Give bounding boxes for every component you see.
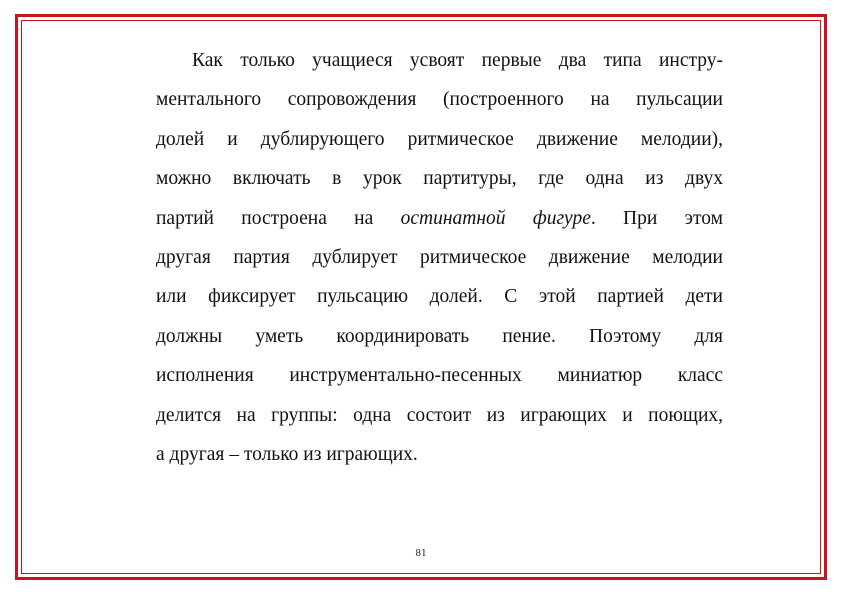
text-line: делится на группы: одна состоит из играющих и поющих, (156, 404, 723, 426)
text-line: или фиксирует пульсацию долей. С этой партией дети (156, 286, 723, 308)
page-number: 81 (415, 547, 427, 559)
text-line: Как только учащиеся усвоят первые два типа инстру- (192, 50, 723, 71)
text-line: можно включать в урок партитуры, где одна из двух (156, 168, 723, 190)
text-line: исполнения инструментально-песенных миниатюр класс (156, 365, 723, 387)
text-line (156, 199, 723, 238)
body-paragraph (156, 41, 723, 474)
text-line: долей и дублирующего ритмическое движение мелодии), (156, 128, 723, 150)
text-line: другая партия дублирует ритмическое движение мелодии (156, 247, 723, 269)
text-line: ментального сопровождения (построенного на пульсации (156, 89, 723, 111)
emphasized-term: остинатной фигуре (400, 207, 591, 229)
text-line-start: партий построена на (156, 207, 401, 229)
text-line-end: . При этом (590, 207, 723, 229)
text-line: а другая – только из играющих. (156, 444, 418, 466)
text-line: должны уметь координировать пение. Поэтому для (156, 325, 723, 347)
